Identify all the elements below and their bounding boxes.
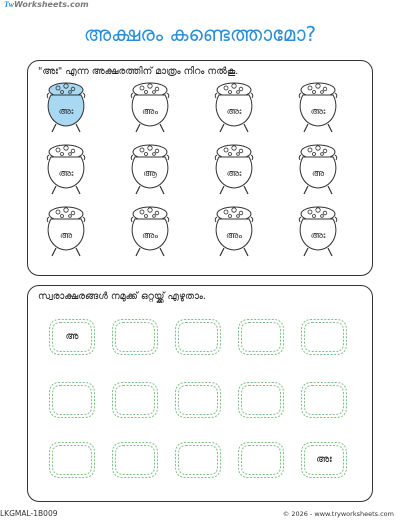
slot-letter: അ [65, 331, 79, 342]
pot-item[interactable] [212, 79, 256, 135]
pot-item[interactable] [44, 141, 88, 197]
pot-item[interactable] [128, 203, 172, 259]
writing-slot[interactable] [237, 441, 285, 479]
writing-slot[interactable] [300, 441, 348, 479]
slot-letter [237, 318, 285, 356]
slot-letter [174, 381, 222, 419]
pot-item[interactable] [296, 141, 340, 197]
slot-letter [48, 381, 96, 419]
writing-slot[interactable] [237, 318, 285, 356]
slot-letter [237, 441, 285, 479]
pot-letter: അഃ [310, 231, 326, 241]
pot-letter: അഃ [58, 107, 74, 117]
pot-letter: അം [141, 231, 158, 241]
writing-slot[interactable] [174, 441, 222, 479]
section1-instruction: "അഃ" എന്ന അക്ഷരത്തിന് മാത്രം നിറം നൽകൂ. [38, 66, 239, 77]
copyright: © 2026 - www.tryworksheets.com [282, 510, 394, 518]
page-title: അക്ഷരം കണ്ടെത്താമോ? [83, 22, 317, 46]
pot-letter: അഃ [58, 169, 74, 179]
pot-letter: അം [141, 107, 158, 117]
pot-letter: അഃ [310, 107, 326, 117]
pot-letter: അഃ [226, 169, 242, 179]
pot-letter: അ [311, 169, 325, 179]
writing-slot[interactable] [111, 441, 159, 479]
writing-slot[interactable] [48, 381, 96, 419]
writing-slot[interactable] [174, 318, 222, 356]
writing-slot[interactable] [48, 318, 96, 356]
pot-letter: അം [225, 231, 242, 241]
logo-mark: Tw [4, 0, 14, 9]
writing-slot[interactable] [174, 381, 222, 419]
slot-letter [111, 381, 159, 419]
pot-item[interactable] [212, 141, 256, 197]
find-letter-section [27, 60, 373, 276]
site-logo [4, 0, 89, 9]
writing-slot[interactable] [300, 381, 348, 419]
pot-item[interactable] [296, 79, 340, 135]
pot-letter: ആ [143, 169, 157, 179]
logo-text: Worksheets.com [13, 0, 89, 9]
writing-section [27, 285, 373, 502]
pot-item[interactable] [128, 141, 172, 197]
writing-slot[interactable] [111, 318, 159, 356]
writing-slot[interactable] [48, 441, 96, 479]
slot-letter [237, 381, 285, 419]
pot-item[interactable] [44, 79, 88, 135]
writing-slot[interactable] [111, 381, 159, 419]
pot-item[interactable] [212, 203, 256, 259]
pot-item[interactable] [44, 203, 88, 259]
slot-letter [174, 318, 222, 356]
slot-letter [300, 381, 348, 419]
slot-letter [174, 441, 222, 479]
slot-letter [300, 318, 348, 356]
slot-letter: അഃ [316, 454, 332, 465]
slot-letter [111, 318, 159, 356]
writing-slot[interactable] [237, 381, 285, 419]
slot-letter [111, 441, 159, 479]
slot-letter [48, 441, 96, 479]
writing-slot[interactable] [300, 318, 348, 356]
pot-letter: അഃ [226, 107, 242, 117]
section2-instruction: സ്വരാക്ഷരങ്ങൾ നമുക്ക് ഒറ്റയ്ക്ക് എഴുതാം. [38, 291, 206, 302]
pot-item[interactable] [128, 79, 172, 135]
pot-letter: അ [59, 231, 73, 241]
pot-item[interactable] [296, 203, 340, 259]
worksheet-code: LKGMAL-1B009 [0, 509, 58, 518]
